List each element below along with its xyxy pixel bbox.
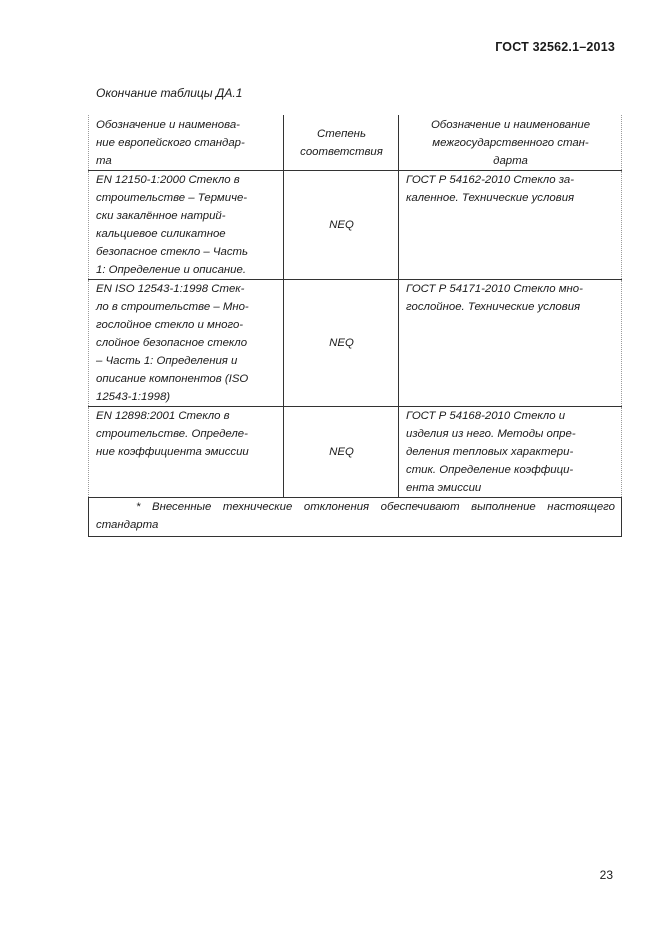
header-degree <box>284 115 399 171</box>
document-header: ГОСТ 32562.1–2013 <box>495 40 615 54</box>
row-3-european <box>89 407 284 498</box>
table-caption: Окончание таблицы ДА.1 <box>96 86 243 100</box>
row-2-degree <box>284 280 399 407</box>
correspondence-table <box>88 115 622 537</box>
header-interstate-text: Обозначение и наименование межгосударственного стан- дарта <box>430 119 591 167</box>
row-1-european-text: EN 12150-1:2000 Стекло в строительстве – Термиче- ски закалённое натрий- кальциевое силикатное безопасное стекло – Часть 1: Определение и описание. <box>96 174 249 276</box>
row-1-degree <box>284 171 399 280</box>
row-2-interstate-text: ГОСТ Р 54171-2010 Стекло мно- гослойное. Технические условия <box>406 283 583 313</box>
table-footnote-row <box>89 498 622 537</box>
row-1-interstate <box>399 171 622 280</box>
footnote-text: * Внесенные технические отклонения обеспечивают выполнение настоящего стандарта <box>96 501 615 531</box>
row-2-european <box>89 280 284 407</box>
row-2-european-text: EN ISO 12543-1:1998 Стек- ло в строительстве – Мно- гослойное стекло и много- слойное безопасное стекло – Часть 1: Определения и описание компонентов (ISO 12543-1:1998) <box>96 283 249 403</box>
row-2-degree-value: NEQ <box>329 337 354 349</box>
row-2-interstate <box>399 280 622 407</box>
row-3-degree-value: NEQ <box>329 446 354 458</box>
header-european-standard <box>89 115 284 171</box>
page-number: 23 <box>599 868 613 882</box>
table-row <box>89 171 622 280</box>
row-1-european <box>89 171 284 280</box>
header-degree-text: Степень соответствия <box>300 128 383 158</box>
table-header-row <box>89 115 622 171</box>
row-1-interstate-text: ГОСТ Р 54162-2010 Стекло за- каленное. Технические условия <box>406 174 575 204</box>
row-3-interstate <box>399 407 622 498</box>
header-interstate-standard <box>399 115 622 171</box>
row-3-european-text: EN 12898:2001 Стекло в строительстве. Определе- ние коэффициента эмиссии <box>96 410 249 458</box>
row-3-degree <box>284 407 399 498</box>
row-3-interstate-text: ГОСТ Р 54168-2010 Стекло и изделия из него. Методы опре- деления тепловых характери- стик. Определение коэффици- ента эмиссии <box>406 410 576 494</box>
table-row <box>89 407 622 498</box>
row-1-degree-value: NEQ <box>329 219 354 231</box>
table-row <box>89 280 622 407</box>
header-european-text: Обозначение и наименова- ние европейского стандар- та <box>96 119 245 167</box>
table-footnote <box>89 498 622 537</box>
